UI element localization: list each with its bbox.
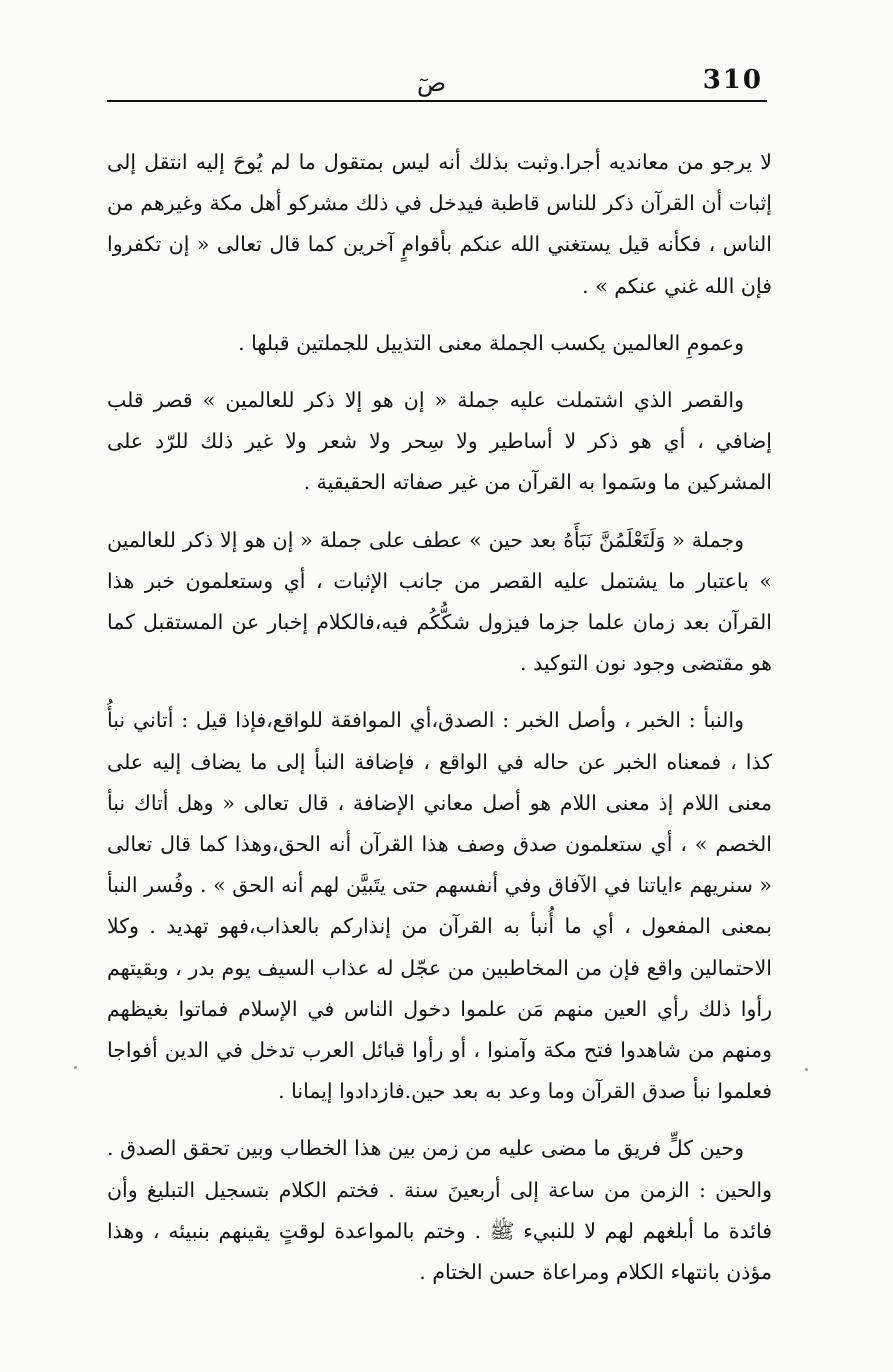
paragraph-5: والنبأ : الخبر ، وأصل الخبر : الصدق،أي الموافقة للواقع،فإذا قيل : أتاني نبأُ كذا ، فمعناه الخبر عن حاله في الواقع ، فإضافة النبأ إلى ما يضاف إليه على معنى اللام إذ معنى اللام هو أصل معاني الإضافة ، قال تعالى « وهل أتاك نبأ الخصم » ، أي ستعلمون صدق وصف هذا القرآن أنه الحق،وهذا كما قال تعالى « سنريهم ءاياتنا في الآفاق وفي أنفسهم حتى يتَبيَّن لهم أنه الحق » . وفُسر النبأ بمعنى المفعول ، أي ما أُنبأ به القرآن من إنذاركم بالعذاب،فهو تهديد . وكلا الاحتمالين واقع فإن من المخاطبين من عجّل له عذاب السيف يوم بدر ، وبقيتهم رأوا ذلك رأي العين منهم مَن علموا دخول الناس في الإسلام فماتوا بغيظهم ومنهم من شاهدوا فتح مكة وآمنوا ، أو رأوا قبائل العرب تدخل في الدين أفواجا فعلموا نبأ صدق القرآن وما وعد به بعد حين.فازدادوا إيمانا .	[107, 708, 772, 1104]
scan-speck	[74, 1066, 77, 1069]
paragraph-3: والقصر الذي اشتملت عليه جملة « إن هو إلا ذكر للعالمين » قصر قلب إضافي ، أي هو ذكر لا أساطير ولا سِحر ولا شعر ولا غير ذلك للرّد على المشركين ما وسَموا به القرآن من غير صفاته الحقيقية .	[107, 388, 772, 495]
page-header	[107, 62, 767, 102]
paragraph-1: لا يرجو من معانديه أجرا.وثبت بذلك أنه ليس بمتقول ما لم يُوحَ إليه انتقل إلى إثبات أن القرآن ذكر للناس قاطبة فيدخل في ذلك مشركو أهل مكة وغيرهم من الناس ، فكأنه قيل يستغني الله عنكم بأقوامٍ آخرين كما قال تعالى « إن تكفروا فإن الله غني عنكم » .	[107, 150, 772, 298]
running-head: صٓ	[417, 69, 447, 97]
paragraph-6: وحين كلٍّ فريق ما مضى عليه من زمن بين هذا الخطاب وبين تحقق الصدق . والحين : الزمن من ساعة إلى أربعينَ سنة . فختم الكلام بتسجيل التبليغ وأن فائدة ما أبلغهم لهم لا للنبيء ﷺ . وختم بالمواعدة لوقتٍ يقينهم بنبيئه ، وهذا مؤذن بانتهاء الكلام ومراعاة حسن الختام .	[107, 1136, 772, 1285]
paragraph-4: وجملة « وَلَتَعْلَمُنَّ نَبَأَهُ بعد حين » عطف على جملة « إن هو إلا ذكر للعالمين » باعتبار ما يشتمل عليه القصر من جانب الإثبات ، أي وستعلمون خبر هذا القرآن بعد زمان علما جزما فيزول شكُّكُم فيه،فالكلام إخبار عن المستقبل كما هو مقتضى وجود نون التوكيد .	[107, 527, 772, 676]
scan-speck	[805, 1068, 808, 1071]
paragraph-2: وعمومِ العالمين يكسب الجملة معنى التذييل للجملتين قبلها .	[238, 330, 744, 355]
page-body	[107, 142, 772, 1309]
header-rule	[107, 100, 767, 102]
page-number: 310	[702, 65, 763, 95]
